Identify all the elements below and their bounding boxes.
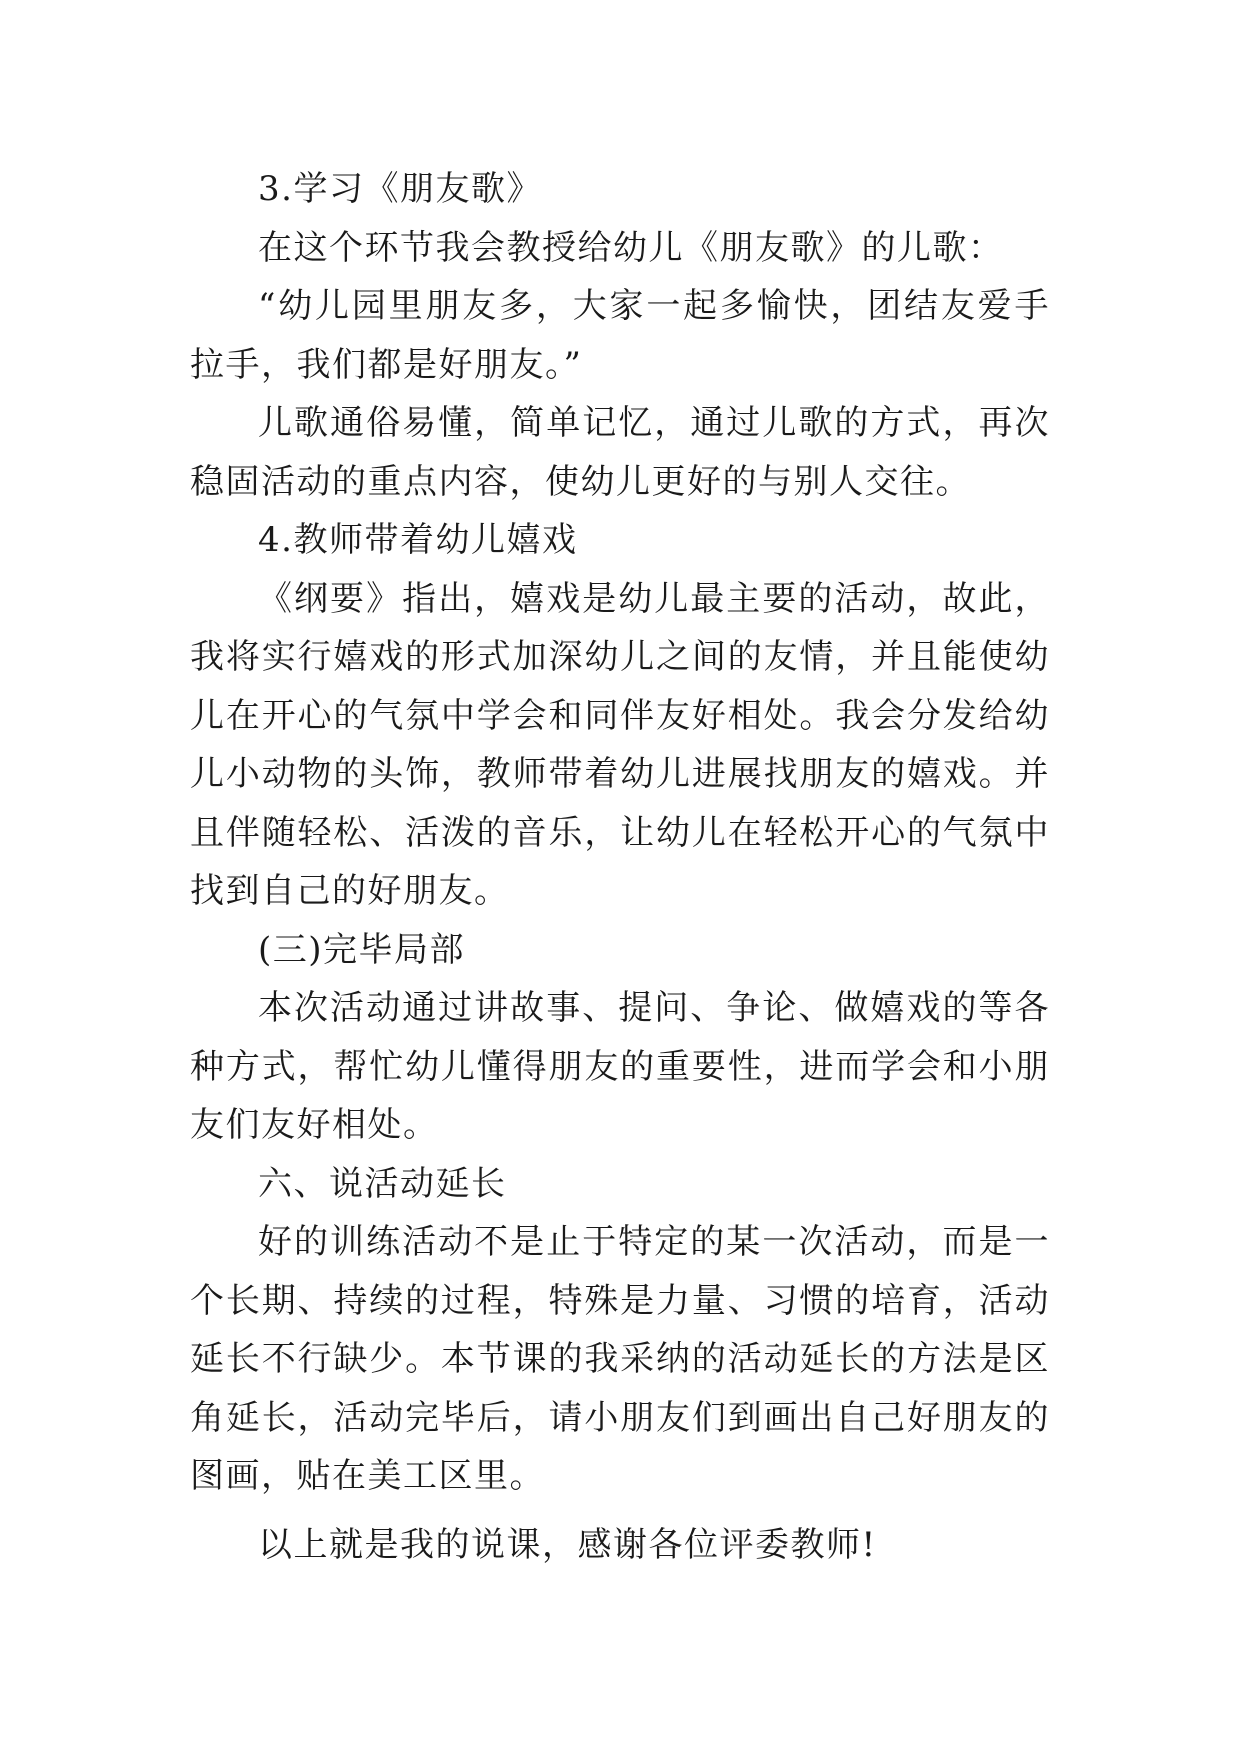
paragraph-game-description: 《纲要》指出，嬉戏是幼儿最主要的活动，故此，我将实行嬉戏的形式加深幼儿之间的友情，并且能使幼儿在开心的气氛中学会和同伴友好相处。我会分发给幼儿小动物的头饰，教师带着幼儿进展找朋友的嬉戏。并且伴随轻松、活泼的音乐，让幼儿在轻松开心的气氛中找到自己的好朋友。 <box>190 578 1050 911</box>
section-heading-learn-song: 3.学习《朋友歌》 <box>258 169 542 209</box>
paragraph-teach-song: 在这个环节我会教授给幼儿《朋友歌》的儿歌： <box>258 227 1004 268</box>
section-heading-game: 4.教师带着幼儿嬉戏 <box>258 520 578 560</box>
paragraph-song-explanation: 儿歌通俗易懂，简单记忆，通过儿歌的方式，再次稳固活动的重点内容，使幼儿更好的与别人交往。 <box>190 403 1050 502</box>
paragraph-ending-summary: 本次活动通过讲故事、提问、争论、做嬉戏的等各种方式，帮忙幼儿懂得朋友的重要性，进而学会和小朋友们友好相处。 <box>190 988 1050 1145</box>
paragraph-closing: 以上就是我的说课，感谢各位评委教师! <box>258 1524 877 1565</box>
section-heading-ending: (三)完毕局部 <box>258 929 466 970</box>
document-body <box>190 160 1050 1574</box>
paragraph-extension-description: 好的训练活动不是止于特定的某一次活动，而是一个长期、持续的过程，特殊是力量、习惯的培育，活动延长不行缺少。本节课的我采纳的活动延长的方法是区角延长，活动完毕后，请小朋友们到画出自己好朋友的图画，贴在美工区里。 <box>190 1222 1050 1496</box>
section-heading-extension: 六、说活动延长 <box>258 1163 507 1204</box>
paragraph-spacer <box>190 1506 1050 1516</box>
paragraph-song-lyrics: “幼儿园里朋友多，大家一起多愉快，团结友爱手拉手，我们都是好朋友。” <box>190 286 1050 385</box>
